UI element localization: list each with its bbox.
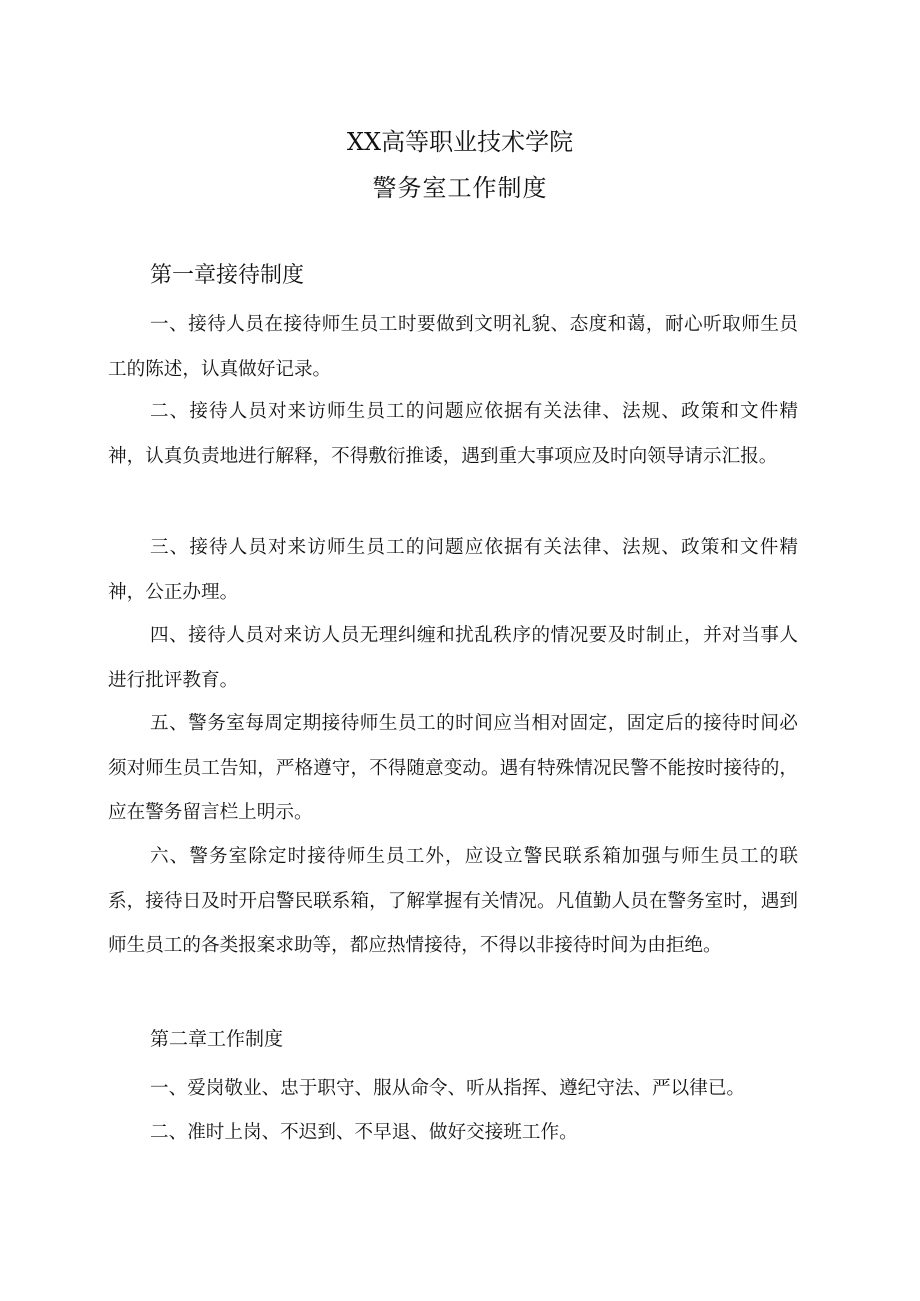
chapter-1-heading: 第一章接待制度 [150, 263, 305, 288]
chapter-1-paragraph-3: 三、接待人员对来访师生员工的问题应依据有关法律、法规、政策和文件精神，公正办理。 [108, 537, 798, 603]
chapter-1-paragraph-4: 四、接待人员对来访人员无理纠缠和扰乱秩序的情况要及时制止，并对当事人进行批评教育。 [108, 625, 798, 691]
chapter-1-paragraph-2: 二、接待人员对来访师生员工的问题应依据有关法律、法规、政策和文件精神，认真负责地进行解释，不得敷衍推诿，遇到重大事项应及时向领导请示汇报。 [108, 401, 798, 467]
chapter-2-paragraph-1: 一、爱岗敬业、忠于职守、服从命令、听从指挥、遵纪守法、严以律已。 [150, 1078, 746, 1099]
document-title-regulation: 警务室工作制度 [372, 174, 548, 202]
chapter-2-paragraph-2: 二、准时上岗、不迟到、不早退、做好交接班工作。 [150, 1122, 578, 1143]
chapter-1-paragraph-6: 六、警务室除定时接待师生员工外，应设立警民联系箱加强与师生员工的联系，接待日及时开启警民联系箱，了解掌握有关情况。凡值勤人员在警务室时，遇到师生员工的各类报案求助等，都应热情接待，不得以非接待时间为由拒绝。 [108, 846, 798, 956]
document-title-institution: XX高等职业技术学院 [346, 128, 574, 156]
chapter-2-heading: 第二章工作制度 [150, 1028, 284, 1050]
chapter-1-paragraph-5: 五、警务室每周定期接待师生员工的时间应当相对固定，固定后的接待时间必须对师生员工告知，严格遵守，不得随意变动。遇有特殊情况民警不能按时接待的，应在警务留言栏上明示。 [108, 713, 798, 823]
chapter-1-paragraph-1: 一、接待人员在接待师生员工时要做到文明礼貌、态度和蔼，耐心听取师生员工的陈述，认真做好记录。 [108, 314, 798, 380]
